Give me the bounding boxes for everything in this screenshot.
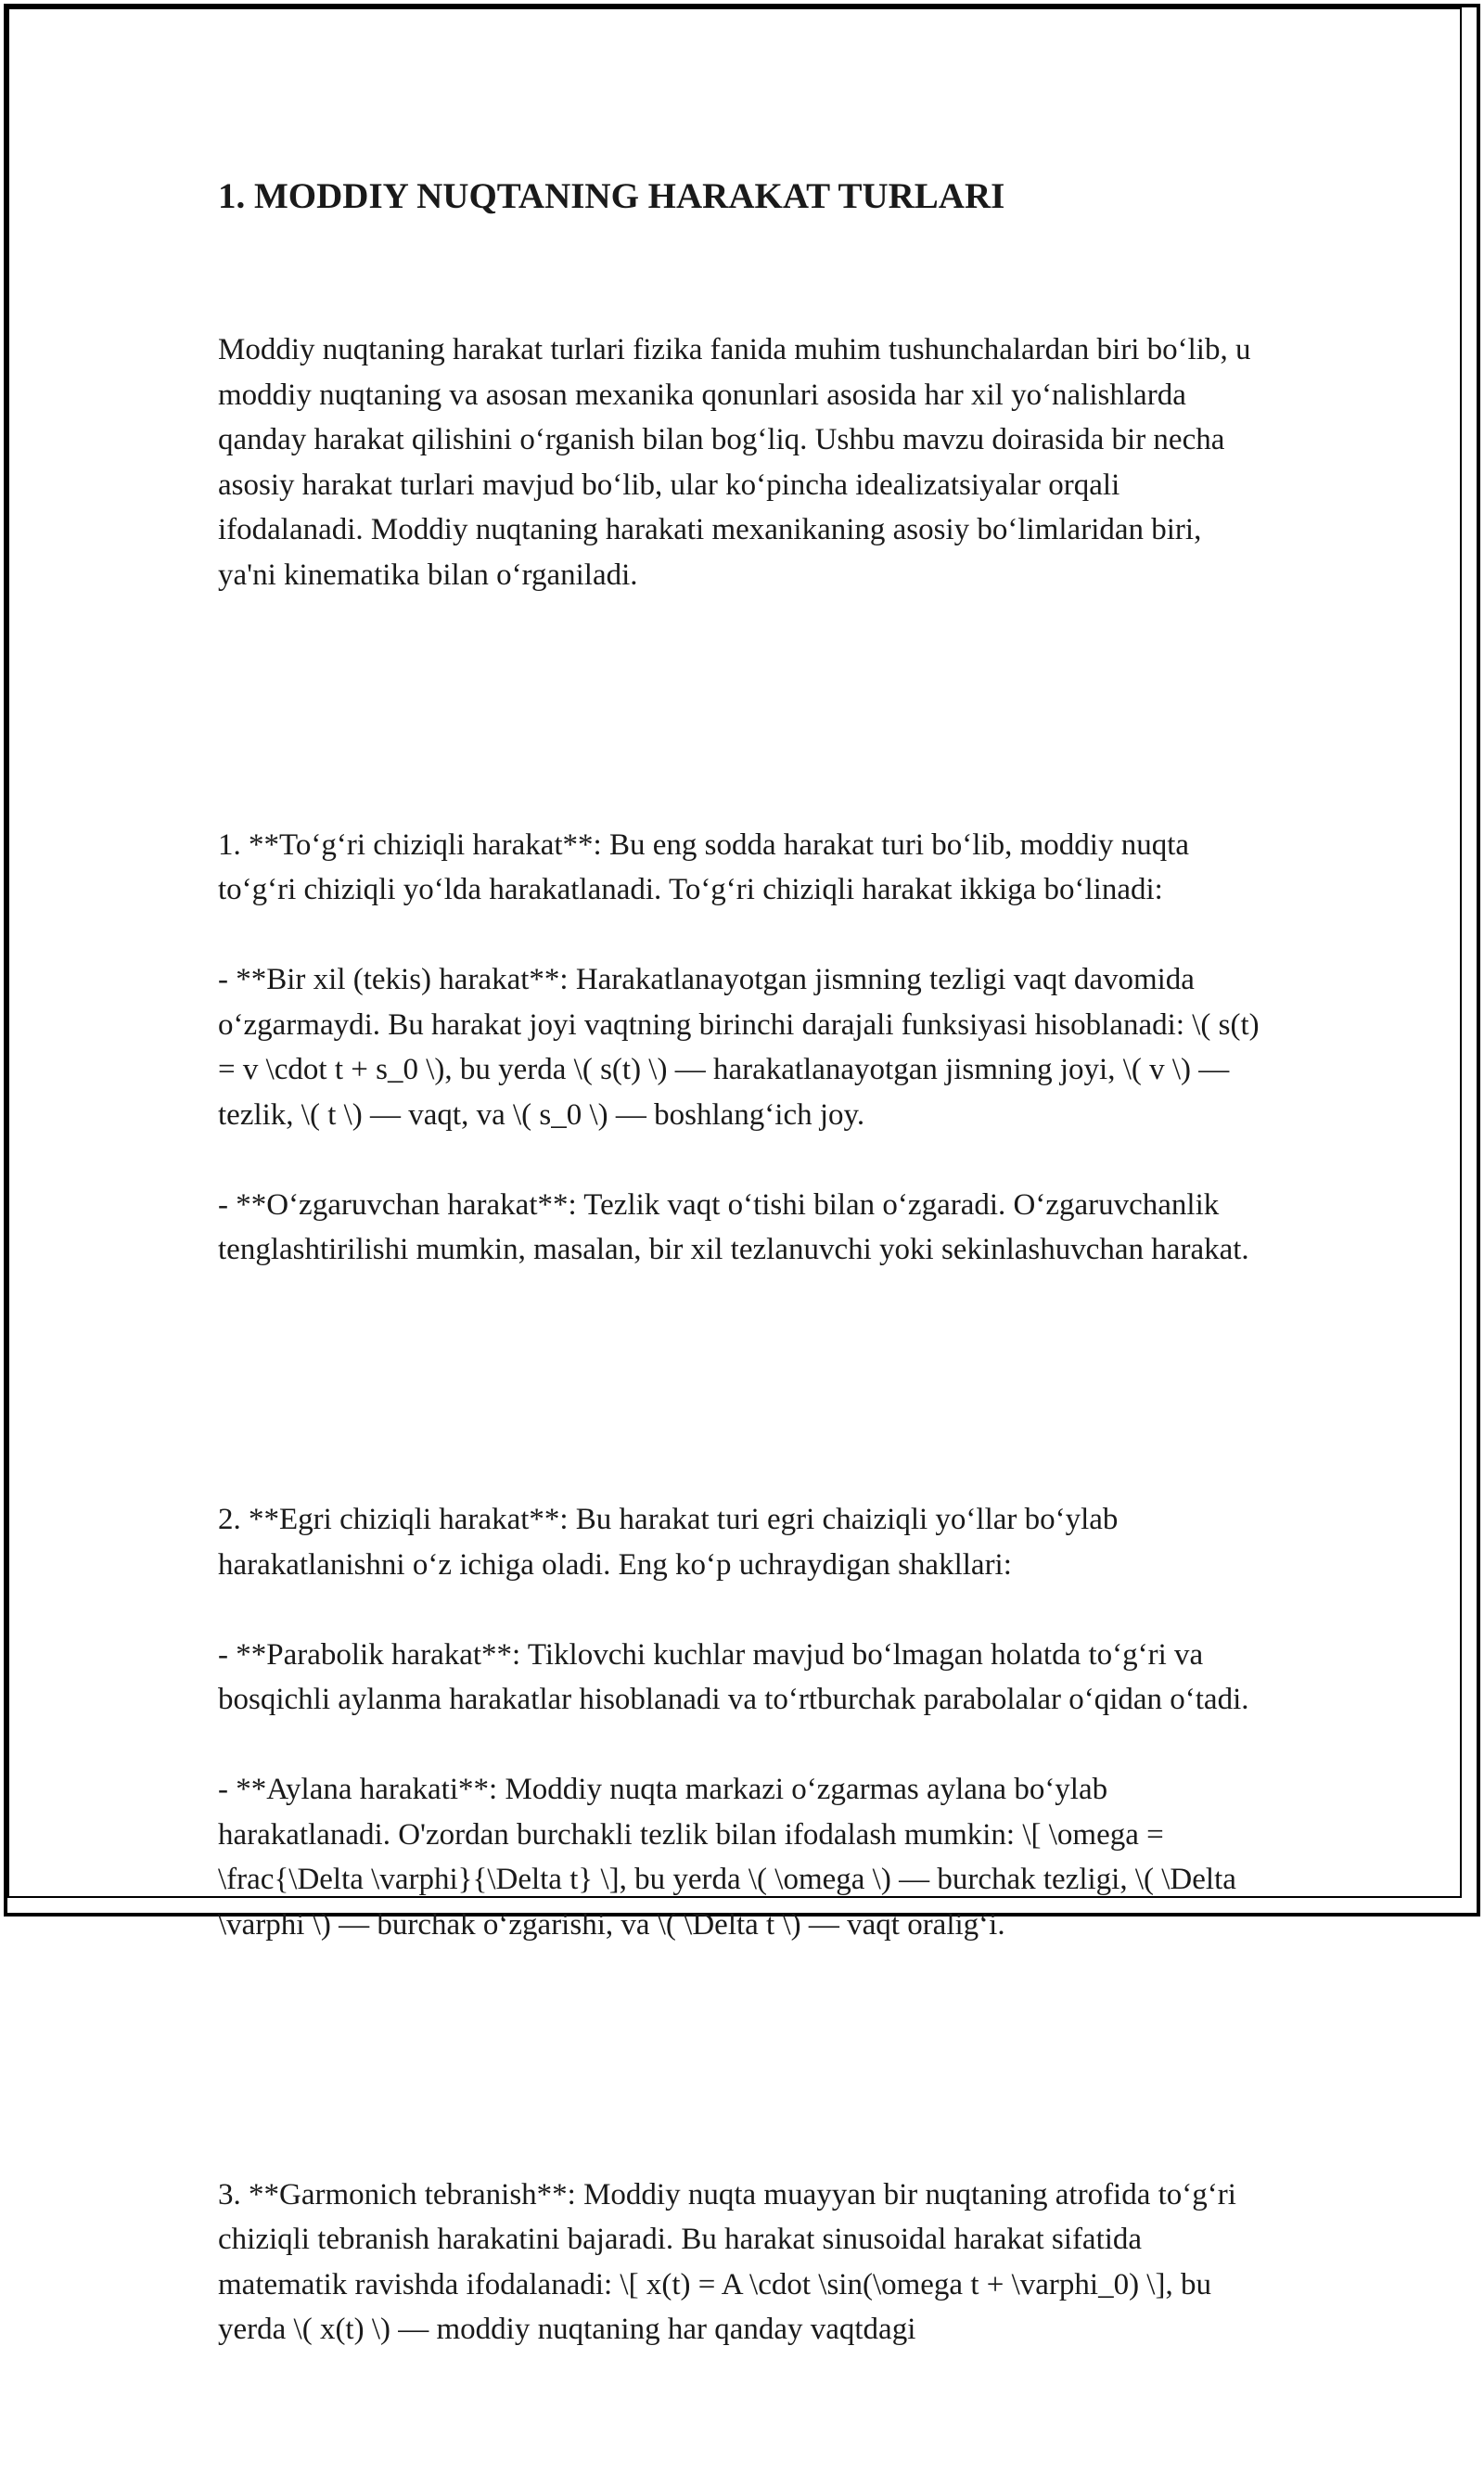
section-lead: 3. **Garmonich tebranish**: Moddiy nuqta muayyan bir nuqtaning atrofida to‘g‘ri chiziqli tebranish harakatini bajaradi. Bu harakat sinusoidal harakat sifatida matematik ravishda ifodalanadi: \[ x(t) = A \cdot \sin(\omega t + \varphi_0) \], bu yerda \( x(t) \) — moddiy nuqtaning har qanday vaqtdagi [218,2177,1236,2346]
section-lead: 1. **To‘g‘ri chiziqli harakat**: Bu eng sodda harakat turi bo‘lib, moddiy nuqta to‘g‘ri chiziqli yo‘lda harakatlanadi. To‘g‘ri chiziqli harakat ikkiga bo‘linadi: [218,827,1190,906]
list-item: - **Aylana harakati**: Moddiy nuqta markazi o‘zgarmas aylana bo‘ylab harakatlanadi. O'zordan burchakli tezlik bilan ifodalash mumkin: \[ \omega = \frac{\Delta \varphi}{\Delta t} \], bu yerda \( \omega \) — burchak tezligi, \( \Delta \varphi \) — burchak o‘zgarishi, va \( \Delta t \) — vaqt oralig‘i. [218,1773,1236,1942]
list-item: - **Bir xil (tekis) harakat**: Harakatlanayotgan jismning tezligi vaqt davomida o‘zgarmaydi. Bu harakat joyi vaqtning birinchi darajali funksiyasi hisoblanadi: \( s(t) = v \cdot t + s_0 \), bu yerda \( s(t) \) — harakatlanayotgan jismning joyi, \( v \) — tezlik, \( t \) — vaqt, va \( s_0 \) — boshlang‘ich joy. [218,963,1260,1132]
list-item: - **O‘zgaruvchan harakat**: Tezlik vaqt o‘tishi bilan o‘zgaradi. O‘zgaruvchanlik tenglashtirilishi mumkin, masalan, bir xil tezlanuvchi yoki sekinlashuvchan harakat. [218,1187,1249,1266]
list-item: - **Parabolik harakat**: Tiklovchi kuchlar mavjud bo‘lmagan holatda to‘g‘ri va bosqichli aylanma harakatlar hisoblanadi va to‘rtburchak parabolalar o‘qidan o‘tadi. [218,1637,1249,1716]
document-title: 1. MODDIY NUQTANING HARAKAT TURLARI [218,176,1005,216]
section-curved-motion [218,1453,1266,1993]
intro-paragraph [218,283,1266,643]
section-straight-motion [218,777,1266,1317]
document-page [218,174,1266,2487]
section-harmonic-oscillation [218,2127,1266,2397]
intro-text: Moddiy nuqtaning harakat turlari fizika fanida muhim tushunchalardan biri bo‘lib, u moddiy nuqtaning va asosan mexanika qonunlari asosida har xil yo‘nalishlarda qanday harakat qilishini o‘rganish bilan bog‘liq. Ushbu mavzu doirasida bir necha asosiy harakat turlari mavjud bo‘lib, ular ko‘pincha idealizatsiyalar orqali ifodalanadi. Moddiy nuqtaning harakati mexanikaning asosiy bo‘limlaridan biri, ya'ni kinematika bilan o‘rganiladi. [218,333,1251,592]
section-lead: 2. **Egri chiziqli harakat**: Bu harakat turi egri chaiziqli yo‘llar bo‘ylab harakatlanishni o‘z ichiga oladi. Eng ko‘p uchraydigan shakllari: [218,1503,1119,1582]
